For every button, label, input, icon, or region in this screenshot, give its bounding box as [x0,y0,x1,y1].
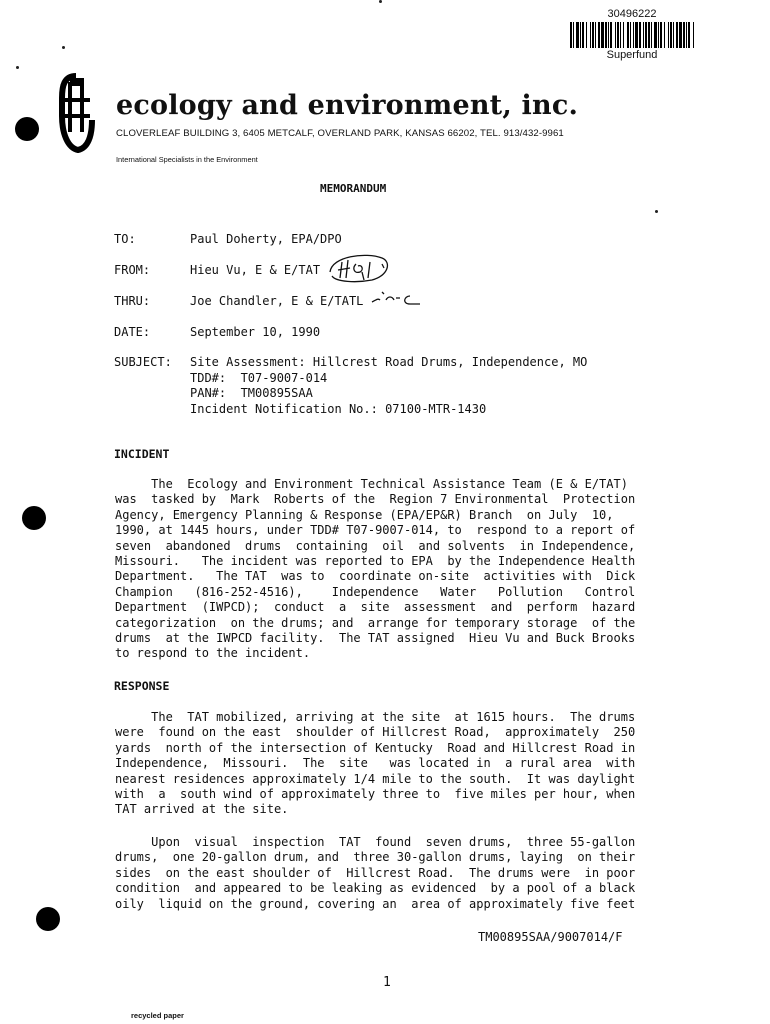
barcode-icon [568,22,696,48]
scan-speck-icon [62,46,65,49]
binder-hole-icon [15,117,39,141]
company-logo-icon [56,72,96,156]
company-name: ecology and environment, inc. [116,90,579,121]
to-label: TO: [114,232,136,246]
barcode-bar [686,22,687,48]
barcode-bar [693,22,694,48]
text-line: Agency, Emergency Planning & Response (EPA/EP&R) Branch on July 10, [115,507,614,522]
text-line: categorization on the drums; and arrange for temporary storage of the [115,615,636,630]
text-line: to respond to the incident. [115,646,311,661]
barcode-bar [570,22,572,48]
subject-pan-line: PAN#: TM00895SAA [190,386,313,400]
barcode-bar [592,22,594,48]
company-address: CLOVERLEAF BUILDING 3, 6405 METCALF, OVERLAND PARK, KANSAS 66202, TEL. 913/432-9961 [116,128,564,139]
response-paragraph-2 [115,835,673,912]
recycled-paper-note: recycled paper [131,1011,184,1020]
to-value: Paul Doherty, EPA/DPO [190,232,342,246]
barcode-bar [645,22,647,48]
memo-title: MEMORANDUM [320,182,387,195]
barcode-bar [676,22,678,48]
barcode-bar [627,22,629,48]
barcode-bar [580,22,581,48]
response-heading: RESPONSE [114,679,170,693]
scan-speck-icon [379,0,382,3]
barcode-block [568,8,696,61]
date-label: DATE: [114,325,151,339]
text-line: drums, one 20-gallon drum, and three 30-gallon drums, laying on their [115,850,636,865]
from-value: Hieu Vu, E & E/TAT [190,263,321,277]
binder-hole-icon [22,506,46,530]
text-line: seven abandoned drums containing oil and solvents in Independence, [115,538,636,553]
from-label: FROM: [114,263,151,277]
response-paragraph-1 [115,710,673,818]
page-number: 1 [383,975,391,990]
text-line: with a south wind of approximately three to five miles per hour, when [115,787,636,802]
barcode-bar [643,22,644,48]
barcode-bar [630,22,631,48]
scan-speck-icon [16,66,19,69]
subject-line: Site Assessment: Hillcrest Road Drums, Independence, MO [190,355,588,369]
date-value: September 10, 1990 [190,325,321,339]
text-line: TAT arrived at the site. [115,802,289,817]
barcode-bar [639,22,641,48]
text-line: Department. The TAT was to coordinate on-site activities with Dick [115,569,636,584]
text-line: Champion (816-252-4516), Independence Water Pollution Control [115,584,636,599]
thru-initials-signature-icon [370,286,436,308]
barcode-bar [617,22,619,48]
subject-incident-line: Incident Notification No.: 07100-MTR-1430 [190,401,487,416]
barcode-bar [648,22,650,48]
text-line: was tasked by Mark Roberts of the Region 7 Environmental Protection [115,492,636,507]
barcode-bar [670,22,672,48]
text-line: Missouri. The incident was reported to EPA by the Independence Health [115,554,636,569]
document-code: TM00895SAA/9007014/F [478,930,623,944]
text-line: Upon visual inspection TAT found seven drums, three 55-gallon [115,835,636,849]
incident-paragraph [115,477,673,662]
binder-hole-icon [36,907,60,931]
text-line: oily liquid on the ground, covering an area of approximately five feet [115,896,636,911]
text-line: condition and appeared to be leaking as evidenced by a pool of a black [115,881,636,896]
barcode-bar [635,22,638,48]
barcode-label: Superfund [606,49,658,61]
from-initials-signature-icon [326,250,398,286]
text-line: Independence, Missouri. The site was located in a rural area with [115,756,636,771]
text-line: Department (IWPCD); conduct a site assessment and perform hazard [115,600,636,615]
barcode-bar [673,22,674,48]
barcode-bar [668,22,669,48]
barcode-bar [615,22,616,48]
barcode-number: 30496222 [607,8,657,20]
text-line: yards north of the intersection of Kentucky Road and Hillcrest Road in [115,740,636,755]
barcode-bar [664,22,665,48]
barcode-bar [586,22,587,48]
barcode-bar [620,22,621,48]
barcode-bar [610,22,612,48]
barcode-bar [590,22,591,48]
incident-heading: INCIDENT [114,447,170,461]
company-tagline: International Specialists in the Environment [116,155,258,164]
barcode-bar [623,22,624,48]
barcode-bar [679,22,682,48]
scan-speck-icon [655,210,658,213]
barcode-bar [608,22,609,48]
text-line: drums at the IWPCD facility. The TAT assigned Hieu Vu and Buck Brooks [115,631,636,646]
barcode-bar [601,22,604,48]
subject-tdd-line: TDD#: T07-9007-014 [190,370,328,385]
barcode-bar [651,22,652,48]
text-line: sides on the east shoulder of Hillcrest Road. The drums were in poor [115,865,636,880]
barcode-bar [683,22,685,48]
text-line: The TAT mobilized, arriving at the site at 1615 hours. The drums [115,710,636,724]
barcode-bar [633,22,634,48]
text-line: 1990, at 1445 hours, under TDD# T07-9007-014, to respond to a report of [115,523,636,538]
barcode-bar [688,22,690,48]
subject-label: SUBJECT: [114,355,172,369]
barcode-bar [573,22,574,48]
thru-value: Joe Chandler, E & E/TATL [190,294,364,308]
barcode-bar [660,22,662,48]
barcode-bar [582,22,584,48]
text-line: nearest residences approximately 1/4 mile to the south. It was daylight [115,771,636,786]
barcode-bar [605,22,607,48]
barcode-bar [595,22,596,48]
barcode-bar [654,22,657,48]
thru-label: THRU: [114,294,151,308]
text-line: were found on the east shoulder of Hillcrest Road, approximately 250 [115,725,636,740]
barcode-bar [658,22,659,48]
barcode-bar [576,22,579,48]
text-line: The Ecology and Environment Technical Assistance Team (E & E/TAT) [115,477,628,491]
barcode-bar [598,22,600,48]
